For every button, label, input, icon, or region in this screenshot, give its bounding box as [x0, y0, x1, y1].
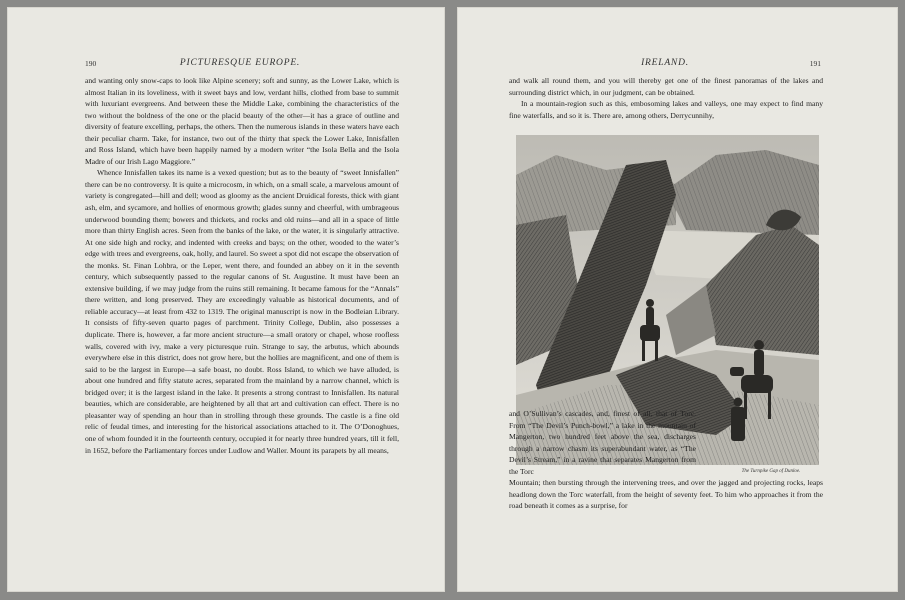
- right-paragraph-1: and walk all round them, and you will thereby get one of the finest panoramas of the lakes and surrounding district which, in our judgment, can be obtained.: [509, 76, 823, 97]
- right-paragraph-2: In a mountain-region such as this, embosoming lakes and valleys, one may expect to find many fine waterfalls, and so it is. There are, among others, Derrycunnihy,: [509, 99, 823, 120]
- right-page-top-text: [509, 75, 823, 121]
- left-page-body: [85, 75, 399, 456]
- left-running-title: PICTURESQUE EUROPE.: [179, 58, 301, 68]
- right-running-title: IRELAND.: [641, 58, 689, 68]
- right-page-header: [509, 58, 821, 68]
- right-wrap-paragraph: and O’Sullivan’s cascades, and, finest of all, that of Torc. From “The Devil’s Punch-bowl,” a lake in the mountain of Mangerton, two hundred feet above the sea, discharges through a narrow chasm its superabundant water, as “The Devil’s Stream,” in a ravine that separates Mangerton from the Torc: [509, 409, 696, 476]
- right-page-bottom-text: [509, 408, 823, 512]
- right-page-number: 191: [809, 59, 821, 68]
- left-page: [7, 7, 445, 592]
- right-bottom-paragraph: Mountain; then bursting through the intervening trees, and over the jagged and projecting rocks, leaps headlong down the Torc waterfall, from the height of seventy feet. To him who approaches it from the road beneath it comes as a surprise, for: [509, 478, 823, 511]
- left-page-number: 190: [85, 59, 97, 68]
- left-paragraph-2: Whence Innisfallen takes its name is a vexed question; but as to the beauty of “sweet Innisfallen” there can be no controversy. It is quite a microcosm, in which, on a small scale, a marvelous amount of variety is congregated—hill and dell; wood as gloomy as the ancient Druidical forests, thick with giant ash, elm, and sycamore, and hollies of enormous growth; glades sunny and cheerful, with umbrageous underwood bounding them; bowers and thickets, and rocks and old ruins—and all in a space of little more than thirty English acres. Seen from the banks of the lake, or the water, it is singularly attractive. At one side high and rocky, and indented with creeks and bays; on the other, wooded to the water’s edge with trees and evergreens, oak, holly, and laurel. So sweet a spot did not escape the observation of the monks. St. Finan Lohbra, or the Leper, went there, and founded an abbey on it in the seventh century, which subsequently passed to the regular canons of St. Augustine. It must have been an extensive building, if we may judge from the ruins still remaining. It became famous for the “Annals” there written, and long preserved. They are exceedingly valuable as historical documents, and of reliable accuracy—at least from 432 to 1319. The original manuscript is now in the Bodleian Library. It consists of fifty-seven quarto pages of parchment. Trinity College, Dublin, also possesses a duplicate. There is, however, a far more ancient structure—a small oratory or chapel, whose roofless walls, covered with ivy, make a very picturesque ruin. Strange to say, the arbutus, which abounds everywhere else in this district, does not grow here, but the hollies are magnificent, and one of them is said to be the largest in Europe—a safe boast, no doubt. Ross Island, to which we have alluded, is about one hundred and fifty statute acres, separated from the mainland by a narrow channel, which is bridged over; it is the largest island in the lake. It presents a strong contrast to Innisfallen. Its natural beauties, which are considerable, are heightened by all that art and cultivation can effect. There is no pleasanter way of spending an hour than in strolling through these grounds. The castle is a fine old relic of feudal times, and interesting for the historical associations attached to it. The O’Donoghues, one of whom founded it in the fourteenth century, occupied it for nearly three hundred years, till it fell, in 1652, before the Parliamentary forces under Ludlow and Waller. Mount its parapets by all means,: [85, 168, 399, 455]
- right-page: [457, 7, 898, 592]
- left-paragraph-1: and wanting only snow-caps to look like Alpine scenery; soft and sunny, as the Lower Lake, which is almost Italian in its loveliness, with it sweet bays and low, verdant hills, clothed from base to summit with luxuriant evergreens. And between these the Middle Lake, combining the characteristics of the two without the boldness of the one or the placid beauty of the other—it has a grace of outline and diversity of feature excelling, perhaps, the others. Then the numerous islands in these waters have each their peculiar charm. Take, for instance, two out of the thirty that speck the Lower Lake, Innisfallen and Ross Island, which have been happily named by a modern writer “the Isola Bella and the Isola Madre of our Irish Lago Maggiore.”: [85, 76, 399, 166]
- engraving-caption: The Turnpike Gap of Dunloe.: [741, 469, 801, 474]
- left-page-header: [85, 58, 395, 68]
